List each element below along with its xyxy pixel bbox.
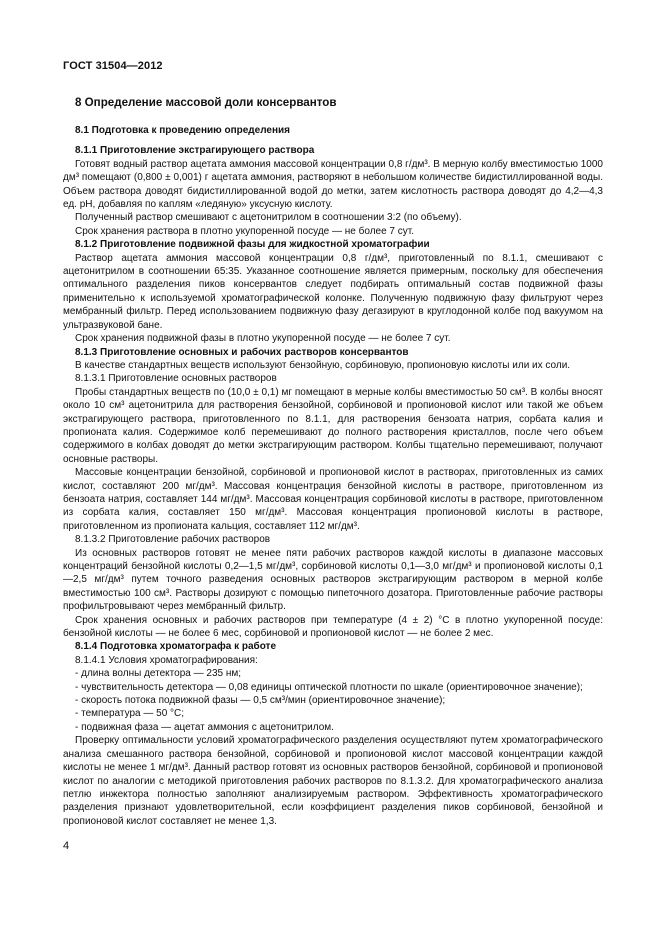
standard-code: ГОСТ 31504—2012 <box>63 60 163 72</box>
clause-8-1-1-title: 8.1.1 Приготовление экстрагирующего раствора <box>75 145 315 157</box>
clause-8-1-2-title: 8.1.2 Приготовление подвижной фазы для жидкостной хроматографии <box>75 239 430 251</box>
page-body <box>63 96 603 828</box>
page-number: 4 <box>63 840 70 852</box>
subsection-8-1-title: 8.1 Подготовка к проведению определения <box>75 125 291 136</box>
paragraph: Пробы стандартных веществ по (10,0 ± 0,1) мг помещают в мерные колбы вместимостью 50 см³. В колбы вносят около 10 см³ ацетонитрила для растворения бензойной, сорбиновой и пропионовой кислот или такой же объем экстрагирующего раствора, приготовленного по 8.1.1, для растворения бензоата натрия, сорбата калия и пропионата калия. Содержимое колб перемешивают до полного растворения кристаллов, после чего объем содержимого в колбах доводят до метки экстрагирующим раствором. Колбы тщательно перемешивают, получают основные растворы. <box>63 386 603 465</box>
section-title: 8 Определение массовой доли консервантов <box>75 96 337 109</box>
clause-8-1-3-title: 8.1.3 Приготовление основных и рабочих растворов консервантов <box>75 346 409 358</box>
list-item: - скорость потока подвижной фазы — 0,5 см³/мин (ориентировочное значение); <box>75 695 446 707</box>
paragraph: В качестве стандартных веществ используют бензойную, сорбиновую, пропионовую кислоты или их соли. <box>75 359 571 371</box>
paragraph: Срок хранения основных и рабочих растворов при температуре (4 ± 2) °С в плотно укупоренной посуде: бензойной кислоты — не более 6 мес, сорбиновой и пропионовой кислот — не более 2 мес. <box>63 614 603 640</box>
paragraph: Полученный раствор смешивают с ацетонитрилом в соотношении 3:2 (по объему). <box>75 212 462 224</box>
clause-8-1-3-1-title: 8.1.3.1 Приготовление основных растворов <box>75 373 277 385</box>
paragraph: Срок хранения подвижной фазы в плотно укупоренной посуде — не более 7 сут. <box>75 333 451 345</box>
paragraph: Проверку оптимальности условий хроматографического разделения осуществляют путем хроматографического анализа смешанного раствора бензойной, сорбиновой и пропионовой кислот массовой концентрации каждой кислоты не менее 1 мг/дм³. Данный раствор готовят из основных растворов бензойной, сорбиновой и пропионовой кислот по аналогии с методикой приготовления рабочих растворов по 8.1.3.2. Для хроматографического анализа петлю инжектора полностью заполняют анализируемым раствором. Эффективность хроматографического разделения признают удовлетворительной, если коэффициент разделения пиков сорбиновой, бензойной и пропионовой кислот составляет не менее 1,3. <box>63 735 603 827</box>
clause-8-1-4-1-title: 8.1.4.1 Условия хроматографирования: <box>75 654 258 666</box>
paragraph: Готовят водный раствор ацетата аммония массовой концентрации 0,8 г/дм³. В мерную колбу вместимостью 1000 дм³ помещают (0,800 ± 0,001) г ацетата аммония, растворяют в небольшом количестве бидистиллированной воды. Объем раствора доводят бидистиллированной водой до метки, затем кислотность раствора доводят до 4,2—4,3 ед. pH, добавляя по каплям «ледяную» уксусную кислоту. <box>63 158 603 211</box>
list-item: - чувствительность детектора — 0,08 единицы оптической плотности по шкале (ориентировочное значение); <box>75 681 583 693</box>
paragraph: Раствор ацетата аммония массовой концентрации 0,8 г/дм³, приготовленный по 8.1.1, смешивают с ацетонитрилом в соотношении 65:35. Указанное соотношение является примерным, поскольку для обеспечения оптимального разделения пиков консервантов следует подбирать оптимальный состав подвижной фазы применительно к используемой хроматографической колонке. Полученную подвижную фазу фильтруют через мембранный фильтр. Перед использованием подвижную фазу дегазируют в круглодонной колбе под вакуумом на ультразвуковой бане. <box>63 252 603 331</box>
paragraph: Из основных растворов готовят не менее пяти рабочих растворов каждой кислоты в диапазоне массовых концентраций бензойной кислоты 0,2—1,5 мг/дм³, сорбиновой кислоты 0,1—3,0 мг/дм³ и пропионовой кислоты 0,1—2,5 мг/дм³ путем точного разведения основных растворов экстрагирующим раствором в мерной колбе вместимостью 100 см³. Растворы дозируют с помощью пипеточного дозатора. Приготовленные рабочие растворы профильтровывают через мембранный фильтр. <box>63 547 603 613</box>
paragraph: Срок хранения раствора в плотно укупоренной посуде — не более 7 сут. <box>75 225 415 237</box>
paragraph: Массовые концентрации бензойной, сорбиновой и пропионовой кислот в растворах, приготовленных из самих кислот, составляют 200 мг/дм³. Массовая концентрация бензойной кислоты в растворе, приготовленном из бензоата натрия, составляет 144 мг/дм³. Массовая концентрация сорбиновой кислоты в растворе, приготовленном из сорбата калия, составляет 150 мг/дм³. Массовая концентрация пропионовой кислоты в растворе, приготовленном из пропионата кальция, составляет 112 мг/дм³. <box>63 467 603 532</box>
list-item: - подвижная фаза — ацетат аммония с ацетонитрилом. <box>75 721 334 733</box>
list-item: - длина волны детектора — 235 нм; <box>75 668 242 680</box>
clause-8-1-3-2-title: 8.1.3.2 Приготовление рабочих растворов <box>75 534 271 546</box>
list-item: - температура — 50 °С; <box>75 708 185 720</box>
clause-8-1-4-title: 8.1.4 Подготовка хроматографа к работе <box>75 641 277 653</box>
